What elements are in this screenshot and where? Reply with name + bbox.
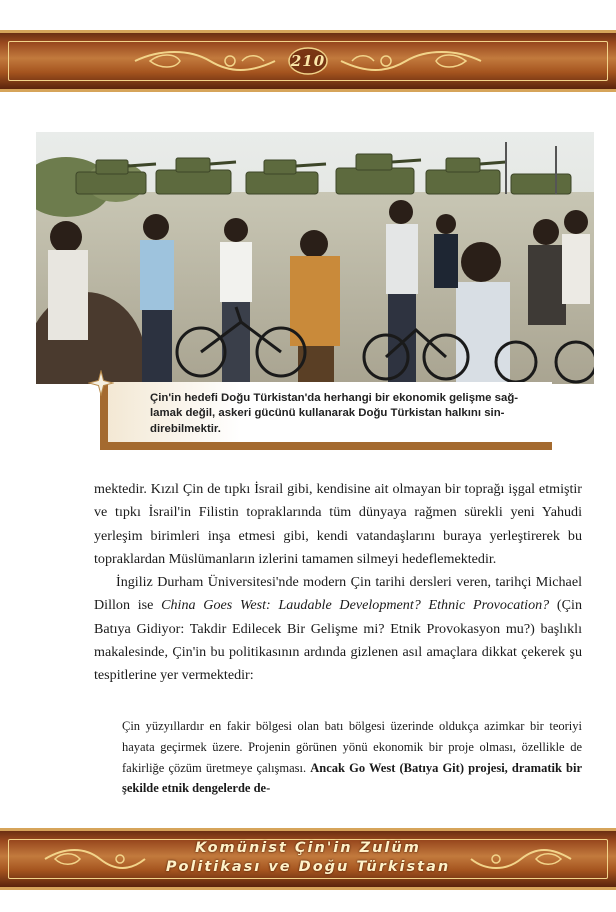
quote-plain-text: Çin yüzyıllardır en fakir bölgesi olan batı bölgesi üzerinde oldukça azimkar bir teoriyi hayata geçirmek üzere. Projenin görünen yönü ekonomik bir proje olması, özellikle de fakirliğe çözüm üretmeye çalışması.	[122, 719, 582, 775]
paragraph-2-rest: (Çin Batıya Gidiyor: Takdir Edilecek Bir Gelişme mi? Etnik Provokasyon mu?) başlıklı makalesinde, Çin'in bu politikasının ardında gizlenen asıl amaçlara dikkat çekerek şu tespitlerine yer vermektedir:	[94, 597, 582, 684]
book-title-line-2: Politikası ve Doğu Türkistan	[165, 859, 451, 875]
block-quote	[122, 716, 582, 799]
footer-left-scroll-ornament-icon	[40, 842, 150, 876]
article-title: China Goes West: Laudable Development? Ethnic Provocation?	[161, 597, 550, 614]
body-paragraph-1: mektedir. Kızıl Çin de tıpkı İsrail gibi, kendisine ait olmayan bir toprağı işgal etmiştir ve tıpkı İsrail'in Filistin topraklarında tüm dünyaya rağmen sürekli yeni Yahudi yerleşim birimleri inşa etmesi gibi, kendi vatandaşlarını buraya yerleştirerek bu topraklardan Müslümanların izlerini tamamen silmeyi hedeflemektedir.	[94, 481, 582, 567]
caption-ornament-star-icon	[88, 370, 114, 396]
footer-banner	[0, 828, 616, 890]
book-title-line-1: Komünist Çin'in Zulüm	[195, 840, 421, 856]
footer-right-scroll-ornament-icon	[466, 842, 576, 876]
photo-caption	[150, 391, 540, 437]
caption-line: lamak değil, askeri gücünü kullanarak Doğu Türkistan halkını sin-	[150, 407, 505, 420]
body-paragraph-2	[94, 571, 582, 687]
page-number: 210	[290, 52, 326, 70]
paragraph-2-intro: İngiliz Durham Üniversitesi'nde modern Çin tarihi dersleri veren, tarihçi Michael Dillon ise	[94, 574, 582, 614]
caption-line: direbilmektir.	[150, 422, 221, 435]
body-text	[94, 478, 582, 688]
header-banner	[0, 30, 616, 92]
tiananmen-tanks-photo	[36, 132, 594, 384]
photo-illustration	[36, 132, 594, 384]
caption-line: Çin'in hedefi Doğu Türkistan'da herhangi bir ekonomik gelişme sağ-	[150, 392, 519, 404]
quote-bold-text: Ancak Go West (Batıya Git) projesi, dramatik bir şekilde etnik dengelerde de-	[122, 760, 582, 796]
quote-paragraph	[122, 716, 582, 799]
